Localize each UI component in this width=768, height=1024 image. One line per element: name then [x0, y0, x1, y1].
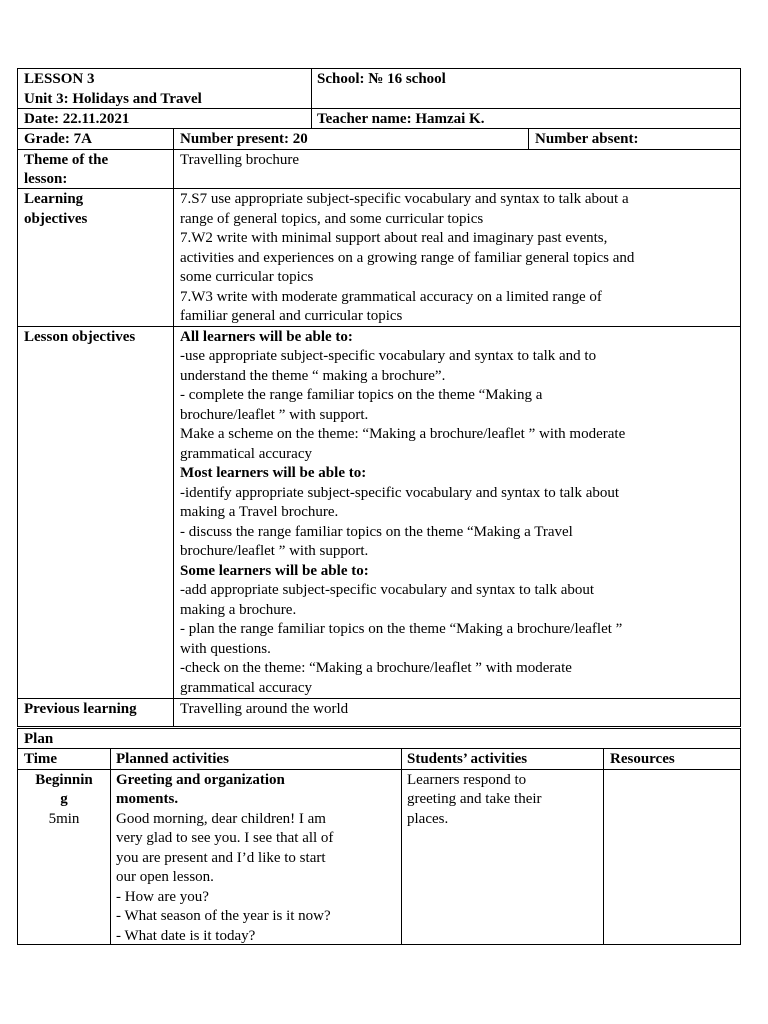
some-learners-heading: Some learners will be able to: [180, 563, 369, 579]
lesson-number: LESSON 3 [24, 71, 95, 87]
grade: Grade: 7A [24, 131, 92, 147]
lesson-objective-line: - discuss the range familiar topics on the theme “Making a Travel [180, 524, 573, 540]
activity-heading-line-2: moments. [116, 791, 179, 807]
stage-duration: 5min [48, 811, 80, 827]
column-header-resources: Resources [610, 751, 675, 767]
activity-heading-line-1: Greeting and organization [116, 772, 285, 788]
lesson-objective-line: grammatical accuracy [180, 680, 312, 696]
planned-activity-line: - What season of the year is it now? [116, 908, 331, 924]
learning-objective-line: range of general topics, and some curricular topics [180, 211, 484, 227]
all-learners-heading: All learners will be able to: [180, 329, 353, 345]
lesson-objective-line: - plan the range familiar topics on the theme “Making a brochure/leaflet ” [180, 621, 623, 637]
planned-activity-line: you are present and I’d like to start [116, 850, 326, 866]
learning-objective-line: 7.W3 write with moderate grammatical accuracy on a limited range of [180, 289, 602, 305]
students-activity-line: Learners respond to [407, 772, 527, 788]
students-activity-line: places. [407, 811, 449, 827]
learning-objectives-label-line-2: objectives [24, 211, 88, 227]
lesson-objective-line: with questions. [180, 641, 271, 657]
learning-objective-line: 7.W2 write with minimal support about real and imaginary past events, [180, 230, 608, 246]
planned-activity-line: very glad to see you. I see that all of [116, 830, 334, 846]
unit-title: Unit 3: Holidays and Travel [24, 91, 202, 107]
stage-name-line-2: g [60, 791, 68, 807]
column-header-time: Time [24, 751, 58, 767]
lesson-objective-line: brochure/leaflet ” with support. [180, 543, 369, 559]
learning-objective-line: 7.S7 use appropriate subject-specific vocabulary and syntax to talk about a [180, 191, 629, 207]
planned-activity-line: Good morning, dear children! I am [116, 811, 326, 827]
planned-activity-line: - How are you? [116, 889, 209, 905]
lesson-date: Date: 22.11.2021 [24, 111, 130, 127]
lesson-objectives-label: Lesson objectives [24, 329, 136, 345]
number-absent: Number absent: [535, 131, 639, 147]
lesson-objective-line: -check on the theme: “Making a brochure/leaflet ” with moderate [180, 660, 572, 676]
lesson-objective-line: making a Travel brochure. [180, 504, 339, 520]
previous-learning-label: Previous learning [24, 701, 137, 717]
learning-objectives-label-line-1: Learning [24, 191, 84, 207]
theme-label-line-1: Theme of the [24, 152, 109, 168]
school-name: School: № 16 school [317, 71, 446, 87]
learning-objective-line: familiar general and curricular topics [180, 308, 403, 324]
lesson-objective-line: brochure/leaflet ” with support. [180, 407, 369, 423]
theme-value: Travelling brochure [180, 152, 300, 168]
teacher-name: Teacher name: Hamzai K. [317, 111, 485, 127]
learning-objective-line: some curricular topics [180, 269, 314, 285]
previous-learning-value: Travelling around the world [180, 701, 349, 717]
learning-objective-line: activities and experiences on a growing range of familiar general topics and [180, 250, 635, 266]
column-header-students-activities: Students’ activities [407, 751, 528, 767]
lesson-objective-line: making a brochure. [180, 602, 297, 618]
plan-title: Plan [24, 731, 54, 747]
lesson-objective-line: -add appropriate subject-specific vocabulary and syntax to talk about [180, 582, 595, 598]
theme-label-line-2: lesson: [24, 171, 68, 187]
planned-activity-line: - What date is it today? [116, 928, 256, 944]
lesson-objective-line: Make a scheme on the theme: “Making a brochure/leaflet ” with moderate [180, 426, 626, 442]
planned-activity-line: our open lesson. [116, 869, 214, 885]
lesson-objective-line: - complete the range familiar topics on the theme “Making a [180, 387, 543, 403]
number-present: Number present: 20 [180, 131, 308, 147]
lesson-objective-line: -identify appropriate subject-specific vocabulary and syntax to talk about [180, 485, 620, 501]
stage-name-line-1: Beginnin [35, 772, 93, 788]
lesson-objective-line: grammatical accuracy [180, 446, 312, 462]
students-activity-line: greeting and take their [407, 791, 542, 807]
lesson-objective-line: understand the theme “ making a brochure”. [180, 368, 446, 384]
column-header-planned-activities: Planned activities [116, 751, 229, 767]
most-learners-heading: Most learners will be able to: [180, 465, 367, 481]
lesson-objective-line: -use appropriate subject-specific vocabulary and syntax to talk and to [180, 348, 597, 364]
